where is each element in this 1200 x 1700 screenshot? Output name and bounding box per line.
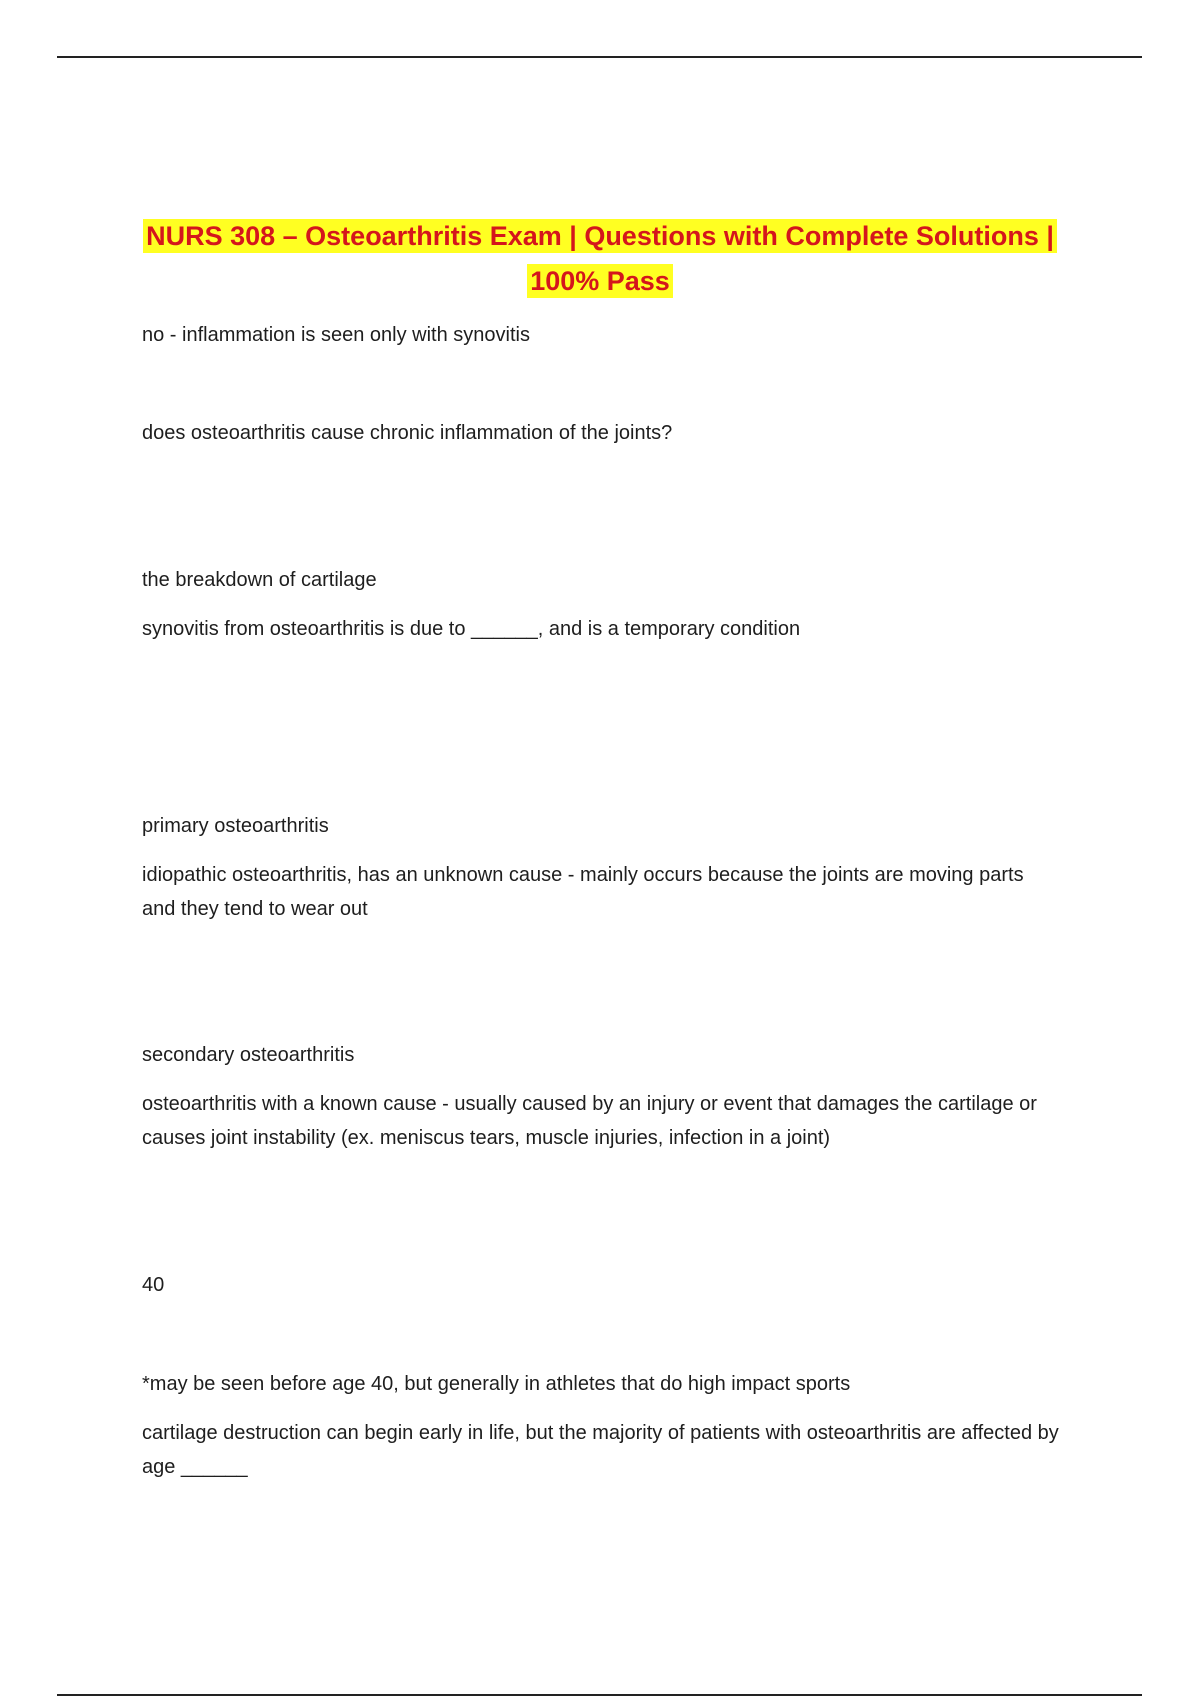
question-affected-age: cartilage destruction can begin early in life, but the majority of patients with osteoarthritis are affected by age ______ <box>142 1422 1059 1478</box>
answer-age-40: 40 <box>142 1274 165 1296</box>
note-athletes: *may be seen before age 40, but generally in athletes that do high impact sports <box>142 1373 851 1395</box>
term-secondary-osteoarthritis: secondary osteoarthritis <box>142 1044 355 1066</box>
definition-secondary-osteoarthritis: osteoarthritis with a known cause - usually caused by an injury or event that damages the cartilage or causes joint instability (ex. meniscus tears, muscle injuries, infection in a joint) <box>142 1093 1037 1149</box>
document-title <box>120 214 1080 304</box>
question-chronic-inflammation: does osteoarthritis cause chronic inflammation of the joints? <box>142 422 673 444</box>
answer-cartilage-breakdown: the breakdown of cartilage <box>142 569 377 591</box>
header-rule <box>57 56 1142 58</box>
definition-primary-osteoarthritis: idiopathic osteoarthritis, has an unknown cause - mainly occurs because the joints are moving parts and they tend to wear out <box>142 864 1024 920</box>
answer-inflammation: no - inflammation is seen only with synovitis <box>142 324 530 346</box>
question-synovitis-cause: synovitis from osteoarthritis is due to ______, and is a temporary condition <box>142 618 801 640</box>
document-title-text: NURS 308 – Osteoarthritis Exam | Questions with Complete Solutions | 100% Pass <box>143 219 1057 298</box>
term-primary-osteoarthritis: primary osteoarthritis <box>142 815 329 837</box>
footer-rule <box>57 1694 1142 1696</box>
